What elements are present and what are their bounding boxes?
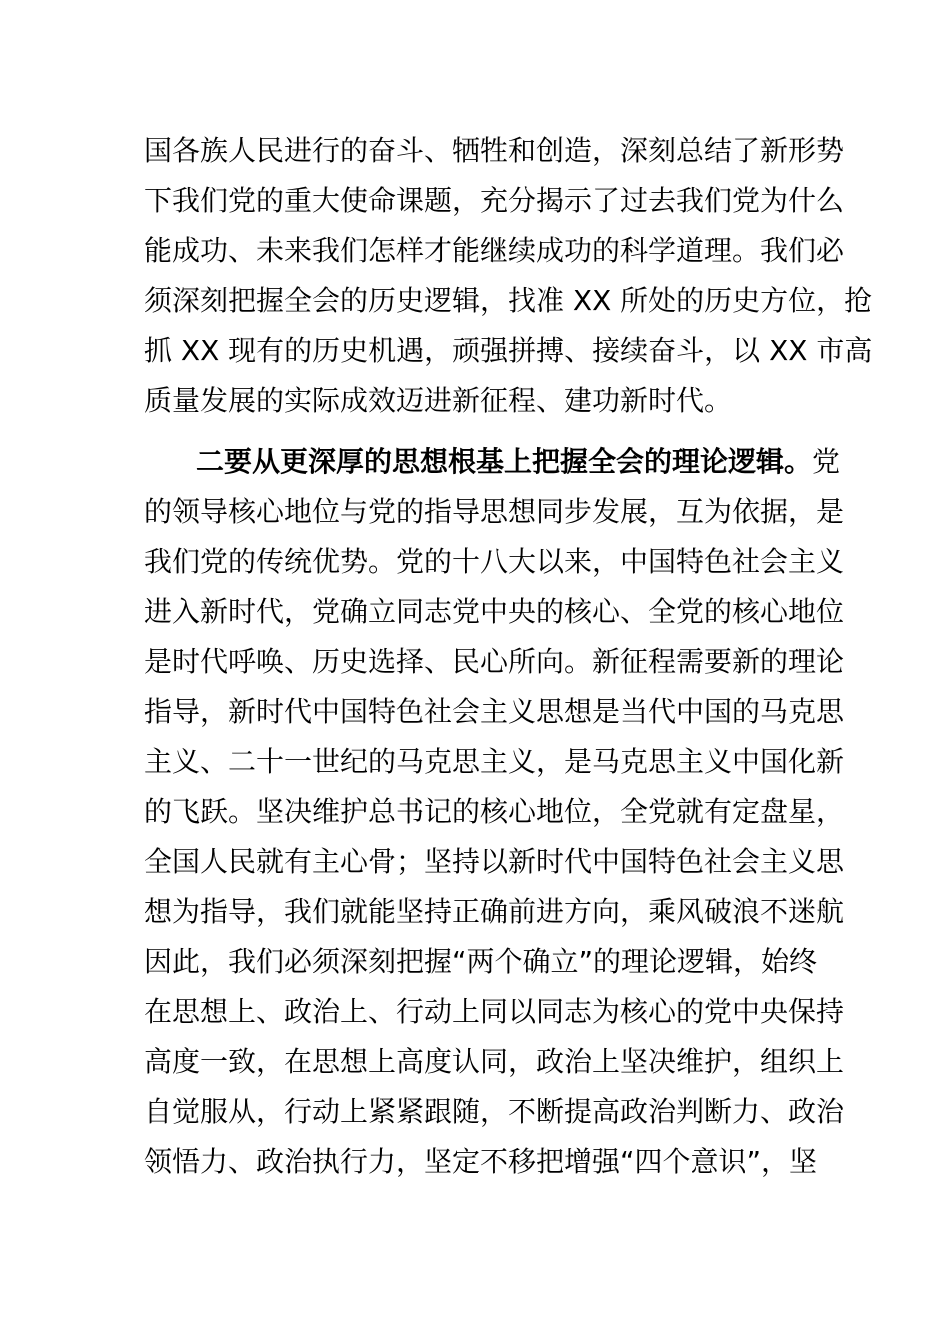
paragraph-2-line-15: 领悟力、政治执行力，坚定不移把增强“四个意识”，坚: [144, 1145, 818, 1178]
paragraph-2-line-11: 因此，我们必须深刻把握“两个确立”的理论逻辑，始终: [144, 945, 818, 978]
paragraph-2-line-8: 的飞跃。坚决维护总书记的核心地位，全党就有定盘星，: [144, 795, 845, 828]
paragraph-2-line-3: 我们党的传统优势。党的十八大以来，中国特色社会主义: [144, 545, 845, 578]
paragraph-2-line-9: 全国人民就有主心骨；坚持以新时代中国特色社会主义思: [144, 845, 845, 878]
paragraph-1-line-5: 抓 XX 现有的历史机遇，顽强拼搏、接续奋斗，以 XX 市高: [144, 334, 873, 367]
paragraph-1-line-1: 国各族人民进行的奋斗、牺牲和创造，深刻总结了新形势: [144, 134, 845, 167]
paragraph-2-line-4: 进入新时代，党确立同志党中央的核心、全党的核心地位: [144, 595, 845, 628]
paragraph-1-line-3: 能成功、未来我们怎样才能继续成功的科学道理。我们必: [144, 234, 845, 267]
paragraph-2-line-13: 高度一致，在思想上高度认同，政治上坚决维护，组织上: [144, 1045, 845, 1078]
paragraph-2-line-10: 想为指导，我们就能坚持正确前进方向，乘风破浪不迷航: [144, 895, 845, 928]
paragraph-1-line-2: 下我们党的重大使命课题，充分揭示了过去我们党为什么: [144, 184, 845, 217]
paragraph-1-line-4: 须深刻把握全会的历史逻辑，找准 XX 所处的历史方位，抢: [144, 284, 873, 317]
paragraph-2-line-2: 的领导核心地位与党的指导思想同步发展，互为依据，是: [144, 495, 845, 528]
paragraph-2-first-line-rest: 党: [812, 445, 841, 478]
paragraph-2-first-line: [196, 437, 841, 487]
paragraph-2-line-14: 自觉服从，行动上紧紧跟随，不断提高政治判断力、政治: [144, 1095, 845, 1128]
paragraph-2-line-7: 主义、二十一世纪的马克思主义，是马克思主义中国化新: [144, 745, 845, 778]
paragraph-2-line-6: 指导，新时代中国特色社会主义思想是当代中国的马克思: [144, 695, 845, 728]
paragraph-2-line-5: 是时代呼唤、历史选择、民心所向。新征程需要新的理论: [144, 645, 845, 678]
paragraph-2-heading: 二要从更深厚的思想根基上把握全会的理论逻辑。: [196, 445, 813, 478]
paragraph-2-line-12: 在思想上、政治上、行动上同以同志为核心的党中央保持: [144, 995, 845, 1028]
paragraph-1-line-6: 质量发展的实际成效迈进新征程、建功新时代。: [144, 384, 733, 417]
